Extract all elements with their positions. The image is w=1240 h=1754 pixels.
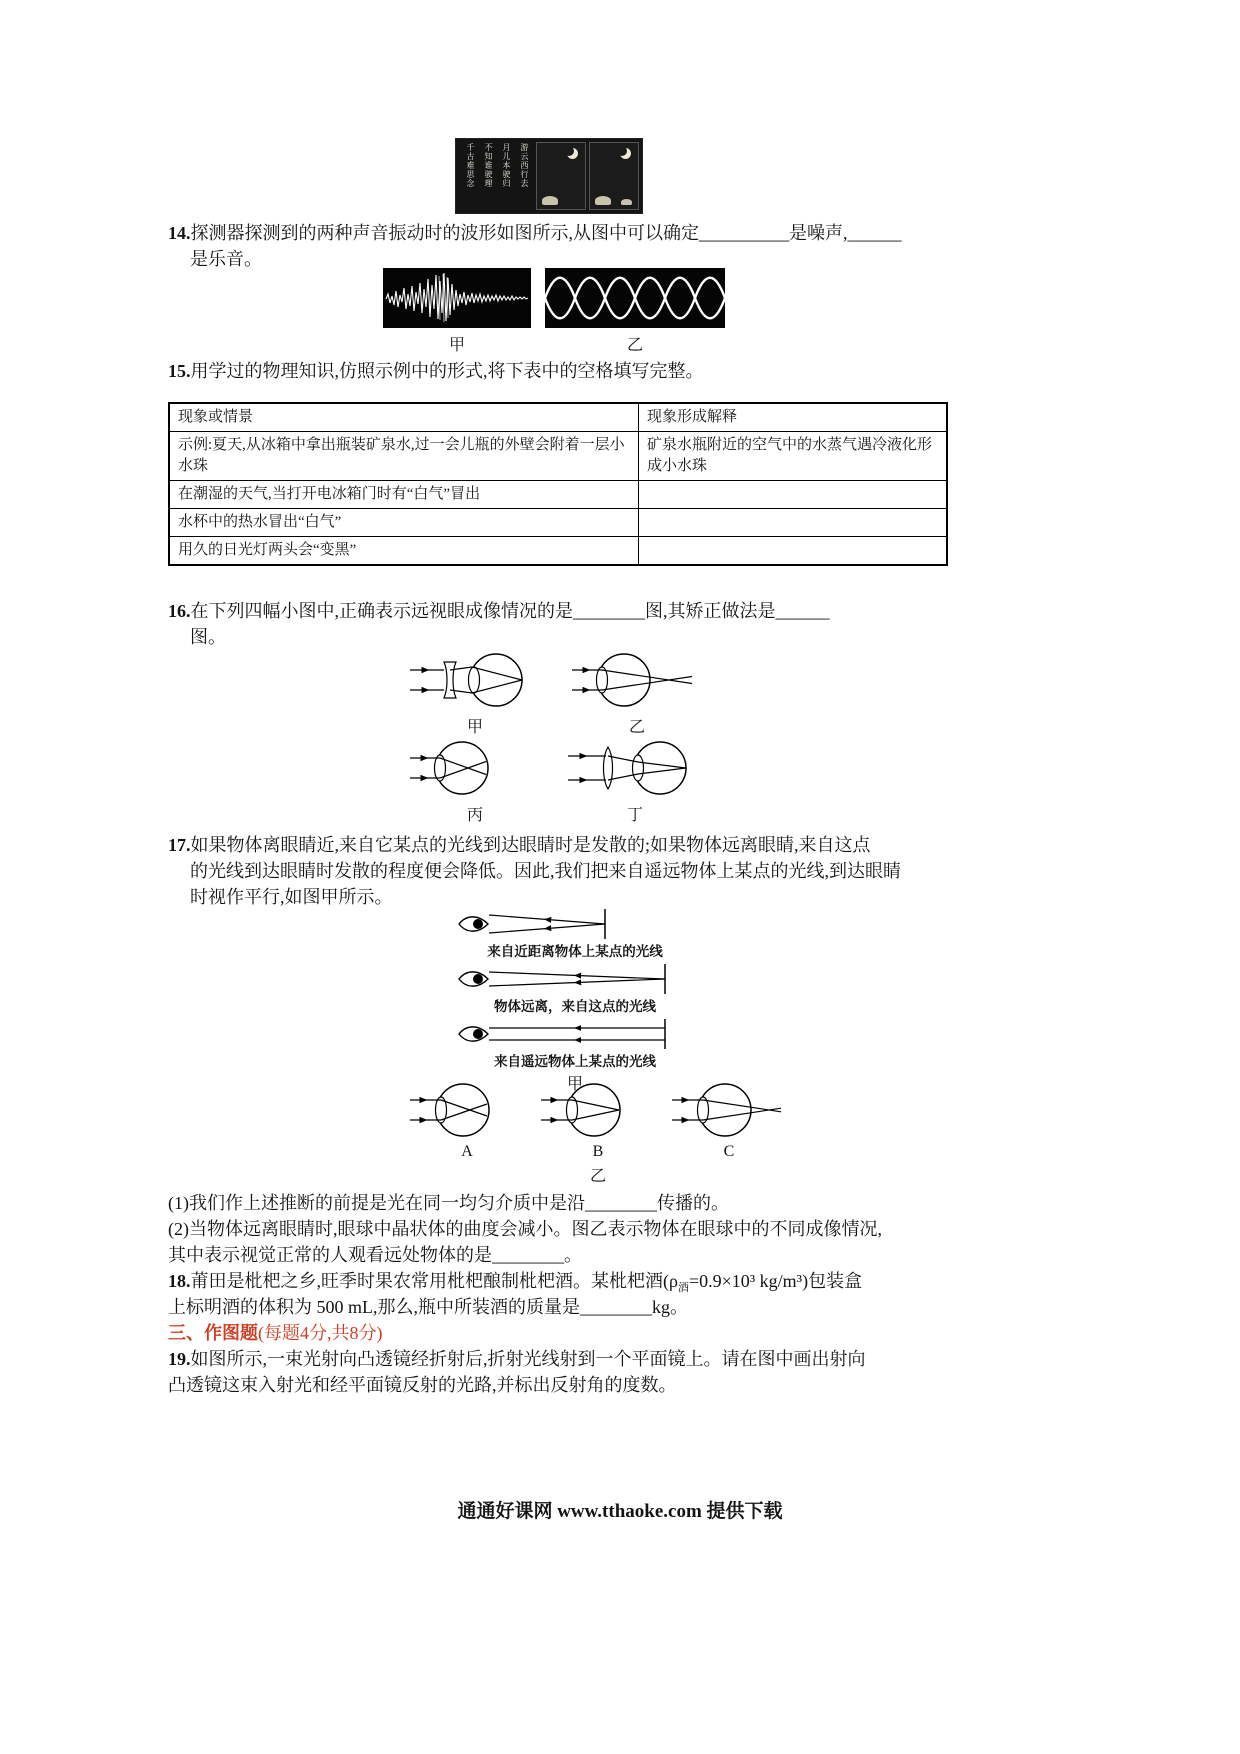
question-14-line-2: 是乐音。 [190,249,262,269]
question-17-sub-2-line-2: 其中表示视觉正常的人观看远处物体的是________。 [168,1245,582,1265]
question-18-line-2: 上标明酒的体积为 500 mL,那么,瓶中所装酒的质量是________kg。 [168,1297,688,1317]
question-15-line-1 [168,358,704,384]
poem-column: 游云西行去 [520,143,529,188]
rho-subscript: 酒 [677,1282,689,1294]
question-14-line-1 [168,220,902,246]
crescent-moon-icon [567,148,578,159]
poem-column: 月儿本驶归 [502,143,511,188]
figure-label-jia: 甲 [566,1076,583,1093]
section-score: (每题4分,共8分) [258,1323,383,1343]
eye-label-c: C [723,1143,735,1160]
eye-label-a: A [461,1143,473,1160]
table-row [169,481,947,509]
figure-caption: 来自近距离物体上某点的光线 [487,944,663,959]
figure-yi-eye-imaging [388,1078,808,1186]
table-cell: 示例:夏天,从冰箱中拿出瓶装矿泉水,过一会儿瓶的外壁会附着一层小水珠 [169,432,639,481]
question-17-line-2: 的光线到达眼睛时发散的程度便会降低。因此,我们把来自遥远物体上某点的光线,到达眼睛 [190,861,901,881]
footer: 通通好课网 www.tthaoke.com 提供下载 [457,1501,783,1522]
eye-diagram-jia-concave-lens [410,648,540,712]
table-header-row [169,403,947,432]
receding-object-rays-figure [455,961,695,997]
diagram-label-yi: 乙 [628,719,646,736]
waveform-label-yi: 乙 [626,337,644,354]
table-cell-blank [639,537,948,566]
figure-caption: 物体远离，来自这点的光线 [494,999,656,1014]
question-17-line-3: 时视作平行,如图甲所示。 [190,887,393,907]
poem-column: 千古难思念 [466,143,475,188]
table-cell: 矿泉水瓶附近的空气中的水蒸气遇冷液化形成小水珠 [639,432,948,481]
table-cell-blank [639,481,948,509]
poem-text [456,139,536,213]
phenomena-table [168,402,948,566]
question-text: 如图所示,一束光射向凸透镜经折射后,折射光线射到一个平面镜上。请在图中画出射向 [190,1349,866,1369]
table-row [169,537,947,566]
question-text: 莆田是枇杷之乡,旺季时果农常用枇杷酿制枇杷酒。某枇杷酒(ρ [190,1271,678,1291]
poem-column: 不知谁驶理 [484,143,493,188]
table-cell: 在潮湿的天气,当打开电冰箱门时有“白气”冒出 [169,481,639,509]
question-number: 18. [168,1271,191,1291]
table-row [169,432,947,481]
eye-option-b [541,1078,656,1161]
question-17-line-1 [168,832,871,858]
question-19-line-1 [168,1346,866,1372]
figure-label-yi: 乙 [589,1168,606,1185]
poem-illustration [455,138,643,214]
table-cell-blank [639,509,948,537]
question-number: 14. [168,223,191,243]
eye-a-figure [410,1078,525,1142]
eye-option-c [672,1078,787,1161]
diagram-label-bing: 丙 [466,807,484,824]
figure-jia-eye-rays [430,906,720,1094]
eye-label-b: B [592,1143,604,1160]
distant-object-parallel-rays-figure [455,1016,695,1052]
eye-diagram-ding-convex-lens [568,736,703,800]
section-title: 三、作图题 [168,1323,258,1343]
section-3-header [168,1320,383,1346]
question-number: 15. [168,361,191,381]
eye-diagram-yi-farsighted [572,648,702,712]
question-text: 用学过的物理知识,仿照示例中的形式,将下表中的空格填写完整。 [190,361,704,381]
crescent-moon-icon [620,148,631,159]
diagram-label-jia: 甲 [466,719,484,736]
question-text: 在下列四幅小图中,正确表示远视眼成像情况的是________图,其矫正做法是______ [190,601,830,621]
near-object-rays-figure [455,906,695,942]
question-number: 17. [168,835,191,855]
question-16-line-2: 图。 [190,627,226,647]
moon-panel-1 [536,142,586,210]
table-header-cell: 现象或情景 [169,403,639,432]
question-text: 探测器探测到的两种声音振动时的波形如图所示,从图中可以确定__________是噪声,______ [190,223,902,243]
table-header-cell: 现象形成解释 [639,403,948,432]
noise-waveform-figure [383,268,531,328]
question-number: 16. [168,601,191,621]
question-16-line-1 [168,598,830,624]
question-17-sub-1: (1)我们作上述推断的前提是光在同一均匀介质中是沿________传播的。 [168,1193,729,1213]
figure-caption: 来自遥远物体上某点的光线 [494,1054,656,1069]
moon-panel-2 [589,142,639,210]
diagram-label-ding: 丁 [626,807,644,824]
eye-diagram-bing-nearsighted [410,736,540,800]
table-cell: 用久的日光灯两头会“变黑” [169,537,639,566]
table-row [169,509,947,537]
waveform-label-jia: 甲 [448,337,466,354]
question-17-sub-2-line-1: (2)当物体远离眼睛时,眼球中晶状体的曲度会减小。图乙表示物体在眼球中的不同成像情况, [168,1219,882,1239]
question-text: =0.9×10³ kg/m³)包装盒 [688,1271,863,1291]
eye-b-figure [541,1078,656,1142]
table-cell: 水杯中的热水冒出“白气” [169,509,639,537]
silhouette [595,196,611,205]
question-19-line-2: 凸透镜这束入射光和经平面镜反射的光路,并标出反射角的度数。 [168,1375,677,1395]
music-waveform-figure [545,268,725,328]
silhouette [542,196,558,205]
eye-option-a [410,1078,525,1161]
question-text: 如果物体离眼睛近,来自它某点的光线到达眼睛时是发散的;如果物体远离眼睛,来自这点 [190,835,871,855]
eye-c-figure [672,1078,787,1142]
silhouette [621,199,632,205]
question-number: 19. [168,1349,191,1369]
